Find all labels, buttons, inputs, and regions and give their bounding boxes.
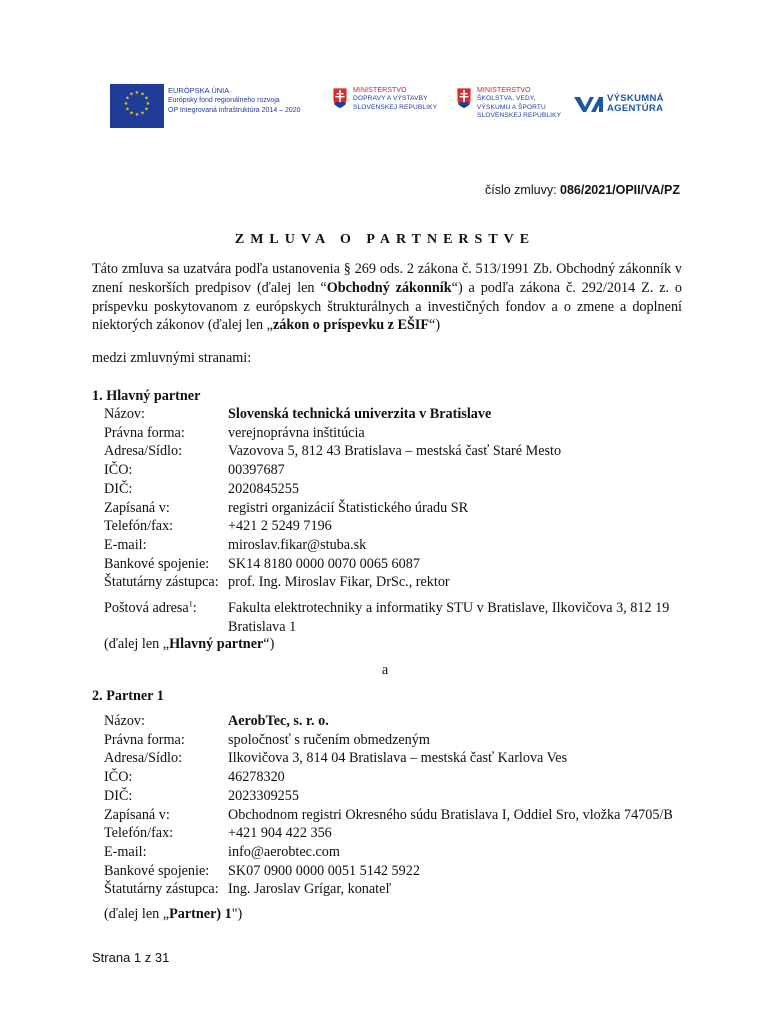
- ministry-transport-line2: SLOVENSKEJ REPUBLIKY: [353, 103, 438, 111]
- intro-paragraph: [92, 260, 682, 335]
- page-number: Strana 1 z 31: [92, 950, 170, 965]
- detail-row: [104, 824, 694, 843]
- partner-1-email: info@aerobtec.com: [228, 843, 340, 860]
- partner-1-address: Ilkovičova 3, 814 04 Bratislava – mestská časť Karlova Ves: [228, 750, 568, 767]
- label-legal-form: Právna forma:: [104, 424, 185, 441]
- svg-text:★: ★: [125, 95, 130, 102]
- svg-text:★: ★: [123, 101, 129, 107]
- svg-text:★: ★: [144, 106, 149, 113]
- intro-text-3: “): [429, 317, 441, 334]
- detail-row: [104, 517, 694, 536]
- label-representative: Štatutárny zástupca:: [104, 574, 219, 591]
- ministry-education-title: MINISTERSTVO: [477, 87, 531, 94]
- intro-text-1: Táto zmluva sa uzatvára podľa ustanovenia § 269 ods. 2 zákona č. 513/1991 Zb. Obchodný zákonník v znení neskorších predpisov (ďalej len “: [92, 261, 682, 296]
- svg-text:★: ★: [140, 110, 145, 117]
- label-postal-text: Poštová adresa: [104, 600, 189, 617]
- ministry-transport-title: MINISTERSTVO: [353, 87, 407, 94]
- label-bank: Bankové spojenie:: [104, 862, 210, 879]
- detail-row: [104, 768, 694, 787]
- label-dic: DIČ:: [104, 787, 133, 804]
- detail-row: [104, 442, 694, 461]
- detail-row: [104, 461, 694, 480]
- svg-text:★: ★: [144, 95, 149, 102]
- partner-1-phone: +421 904 422 356: [228, 825, 332, 842]
- detail-row: [104, 480, 694, 499]
- detail-row: [104, 749, 694, 768]
- main-partner-address: Vazovova 5, 812 43 Bratislava – mestská časť Staré Mesto: [228, 443, 562, 460]
- slovak-crest-icon: [456, 87, 472, 109]
- intro-bold-2: zákon o príspevku z EŠIF: [272, 317, 430, 334]
- contract-number-label: číslo zmluvy:: [485, 183, 561, 197]
- svg-text:★: ★: [140, 91, 145, 98]
- main-partner-legal-form: verejnoprávna inštitúcia: [228, 424, 365, 441]
- eu-flag-icon: [110, 84, 164, 128]
- main-partner-email: miroslav.fikar@stuba.sk: [228, 536, 367, 553]
- label-phone: Telefón/fax:: [104, 518, 174, 535]
- label-email: E-mail:: [104, 536, 147, 553]
- partner-1-name: AerobTec, s. r. o.: [228, 713, 329, 729]
- detail-row: [104, 862, 694, 881]
- partner-1-hereinafter: [104, 906, 242, 923]
- main-partner-name: Slovenská technická univerzita v Bratislave: [228, 406, 492, 422]
- detail-row: [104, 424, 694, 443]
- label-registered: Zapísaná v:: [104, 499, 170, 516]
- main-partner-details: [104, 405, 694, 636]
- label-bank: Bankové spojenie:: [104, 555, 210, 572]
- document-title: ZMLUVA O PARTNERSTVE: [234, 232, 536, 247]
- intro-text-2: “) a podľa zákona č. 292/2014 Z. z. o príspevku poskytovanom z európskych štrukturálnych a investičných fondov a o zmene a doplnení niektorých zákonov (ďalej len „: [92, 279, 682, 334]
- footnote-marker: 1: [188, 599, 193, 609]
- partner-1-ico: 46278320: [228, 769, 285, 786]
- between-parties: medzi zmluvnými stranami:: [92, 350, 252, 366]
- contract-number-value: 086/2021/OPII/VA/PZ: [560, 183, 680, 197]
- detail-row: [104, 555, 694, 574]
- svg-text:★: ★: [134, 112, 140, 118]
- ministry-transport-line1: DOPRAVY A VÝSTAVBY: [353, 95, 428, 103]
- slovak-crest-icon: [332, 87, 348, 109]
- label-name: Názov:: [104, 713, 145, 729]
- detail-row: [104, 731, 694, 750]
- detail-row: [104, 843, 694, 862]
- partner-1-heading: 2. Partner 1: [92, 688, 164, 704]
- agency-mark-icon: [574, 95, 604, 113]
- agency-line1: VÝSKUMNÁ: [607, 93, 664, 104]
- svg-text:★: ★: [134, 90, 140, 96]
- ministry-education-logo: [456, 87, 561, 121]
- partner-1-bank: SK07 0900 0000 0051 5142 5922: [228, 862, 420, 879]
- eu-fund: Európsky fond regionálneho rozvoja: [168, 97, 280, 104]
- detail-row: [104, 787, 694, 806]
- label-address: Adresa/Sídlo:: [104, 750, 183, 767]
- label-ico: IČO:: [104, 462, 133, 479]
- label-representative: Štatutárny zástupca:: [104, 881, 219, 898]
- svg-text:★: ★: [129, 91, 134, 98]
- label-dic: DIČ:: [104, 480, 133, 497]
- hereinafter-pre: (ďalej len „: [104, 636, 170, 652]
- hereinafter-bold: Partner) 1: [169, 906, 232, 922]
- svg-text:★: ★: [129, 110, 134, 117]
- label-address: Adresa/Sídlo:: [104, 443, 183, 460]
- hereinafter-bold: Hlavný partner: [169, 636, 264, 652]
- detail-row: [104, 880, 694, 899]
- label-phone: Telefón/fax:: [104, 825, 174, 842]
- partner-1-representative: Ing. Jaroslav Grígar, konateľ: [228, 881, 392, 898]
- main-partner-ico: 00397687: [228, 462, 285, 479]
- detail-row: [104, 573, 694, 592]
- detail-row: [104, 536, 694, 555]
- intro-bold-1: Obchodný zákonník: [326, 279, 452, 296]
- eu-logo-text: [168, 86, 301, 116]
- detail-row: [104, 712, 694, 731]
- ministry-transport-logo: [332, 87, 437, 112]
- label-email: E-mail:: [104, 843, 147, 860]
- label-postal: [104, 599, 228, 636]
- contract-number: [485, 183, 680, 197]
- label-ico: IČO:: [104, 769, 133, 786]
- label-legal-form: Právna forma:: [104, 731, 185, 748]
- eu-name: EURÓPSKA ÚNIA: [168, 86, 230, 95]
- svg-text:★: ★: [145, 101, 151, 107]
- main-partner-dic: 2020845255: [228, 480, 299, 497]
- detail-row: [104, 806, 694, 825]
- eu-program: OP Integrovaná infraštruktúra 2014 – 2020: [168, 107, 301, 114]
- detail-row: [104, 499, 694, 518]
- and-separator: a: [381, 662, 389, 678]
- logo-bar: [108, 82, 688, 142]
- main-partner-hereinafter: [104, 636, 274, 653]
- main-partner-bank: SK14 8180 0000 0070 0065 6087: [228, 555, 420, 572]
- research-agency-logo: [574, 94, 664, 113]
- ministry-education-line1: ŠKOLSTVA, VEDY,: [477, 95, 536, 103]
- detail-row: [104, 405, 694, 424]
- svg-text:★: ★: [125, 106, 130, 113]
- agency-line2: AGENTÚRA: [607, 102, 664, 114]
- hereinafter-post: "): [231, 906, 243, 922]
- partner-1-registered: Obchodnom registri Okresného súdu Bratislava I, Oddiel Sro, vložka 74705/B: [228, 806, 673, 823]
- label-postal-colon: :: [192, 600, 197, 617]
- main-partner-phone: +421 2 5249 7196: [228, 518, 332, 535]
- ministry-education-line2: VÝSKUMU A ŠPORTU: [477, 103, 546, 111]
- detail-row: [104, 599, 694, 636]
- label-name: Názov:: [104, 406, 145, 422]
- partner-1-details: [104, 712, 694, 899]
- main-partner-heading: 1. Hlavný partner: [92, 388, 201, 404]
- partner-1-legal-form: spoločnosť s ručením obmedzeným: [228, 731, 430, 748]
- hereinafter-post: “): [263, 636, 275, 652]
- main-partner-representative: prof. Ing. Miroslav Fikar, DrSc., rektor: [228, 574, 450, 591]
- main-partner-registered: registri organizácií Štatistického úradu SR: [228, 499, 469, 516]
- hereinafter-pre: (ďalej len „: [104, 906, 170, 922]
- partner-1-dic: 2023309255: [228, 787, 299, 804]
- ministry-education-line3: SLOVENSKEJ REPUBLIKY: [477, 112, 562, 120]
- label-registered: Zapísaná v:: [104, 806, 170, 823]
- main-partner-postal: Fakulta elektrotechniky a informatiky STU v Bratislave, Ilkovičova 3, 812 19 Bratislava 1: [228, 600, 670, 635]
